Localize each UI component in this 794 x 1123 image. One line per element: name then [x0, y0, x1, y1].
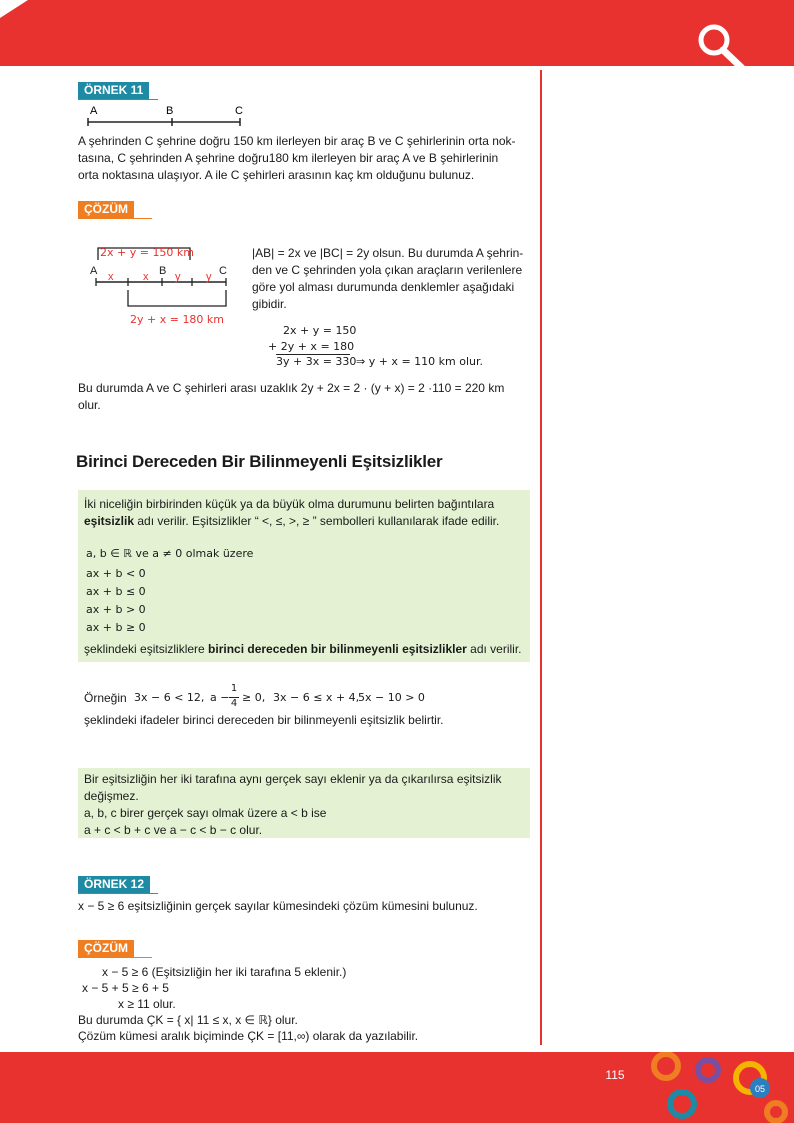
definition-line: İki niceliğin birbirinden küçük ya da büyük olma durumunu belirten bağıntılara: [84, 497, 495, 511]
conclusion-line: Bu durumda A ve C şehirleri arası uzaklık 2y + 2x = 2 · (y + x) = 2 ·110 = 220 km: [78, 381, 505, 395]
example-12-label: ÖRNEK 12: [78, 876, 150, 893]
equation-result: ⇒ y + x = 110 km olur.: [356, 355, 483, 368]
diagram-seg-x2: x: [143, 271, 149, 283]
example-expr-4: 5x − 10 > 0: [358, 691, 425, 704]
explanation-line: den ve C şehrinden yola çıkan araçların verilenlere: [252, 263, 523, 277]
label-underline: [78, 218, 152, 219]
gears-decoration: [638, 1052, 794, 1123]
solution-step-1: x − 5 ≥ 6 (Eşitsizliğin her iki tarafına 5 eklenir.): [102, 965, 347, 979]
example-expr-2b: ≥ 0,: [242, 691, 266, 704]
fraction-denominator: 4: [230, 698, 238, 709]
example-line-2: şeklindeki ifadeler birinci dereceden bir bilinmeyenli eşitsizlik belirtir.: [84, 713, 444, 727]
diagram-seg-y1: y: [175, 271, 181, 283]
definition-text: [84, 496, 530, 530]
property-line: Bir eşitsizliğin her iki tarafına aynı gerçek sayı eklenir ya da çıkarılırsa eşitsizlik: [84, 772, 502, 786]
solution-set: Bu durumda ÇK = { x| 11 ≤ x, x ∈ ℝ} olur.: [78, 1013, 298, 1027]
question-line: orta noktasına ulaşıyor. A ile C şehirleri arasının kaç km olduğunu bulunuz.: [78, 168, 475, 182]
section-title: Birinci Dereceden Bir Bilinmeyenli Eşitsizlikler: [76, 452, 443, 471]
example-expr-3: 3x − 6 ≤ x + 4,: [273, 691, 360, 704]
example-expr-2a: a −: [210, 691, 230, 704]
equation-3: 3y + 3x = 330: [276, 355, 357, 368]
solution-label: ÇÖZÜM: [78, 201, 134, 218]
header-bar: [0, 0, 794, 66]
equation-1: 2x + y = 150: [283, 324, 357, 337]
property-text: [84, 771, 530, 839]
term-inequality: eşitsizlik: [84, 514, 135, 528]
diagram-bottom-label: 2y + x = 180 km: [130, 313, 225, 326]
solution-explanation: [252, 245, 534, 313]
point-b: B: [166, 105, 174, 117]
final-pre: şeklindeki eşitsizliklere: [84, 642, 209, 656]
example-prefix: Örneğin: [84, 691, 127, 705]
diagram-seg-x1: x: [108, 271, 114, 283]
property-line: değişmez.: [84, 789, 139, 803]
label-underline: [78, 957, 152, 958]
property-line: a, b, c birer gerçek sayı olmak üzere a < b ise: [84, 806, 327, 820]
explanation-line: |AB| = 2x ve |BC| = 2y olsun. Bu durumda A şehrin-: [252, 246, 524, 260]
solution-interval: Çözüm kümesi aralık biçiminde ÇK = [11,∞) olarak da yazılabilir.: [78, 1029, 419, 1043]
definition-line: [84, 513, 530, 530]
margin-rule: [540, 70, 542, 1045]
solution-step-3: x ≥ 11 olur.: [118, 997, 176, 1011]
condition-line: a, b ∈ ℝ ve a ≠ 0 olmak üzere: [86, 547, 254, 560]
gear-badge-number: 05: [754, 1084, 766, 1094]
explanation-line: gibidir.: [252, 297, 287, 311]
form-lt: ax + b < 0: [86, 567, 146, 580]
form-ge: ax + b ≥ 0: [86, 621, 146, 634]
definition-final: [84, 641, 530, 658]
segment-abc-figure: [80, 102, 250, 130]
point-c: C: [235, 105, 243, 117]
question-line: tasına, C şehrinden A şehrine doğru180 km ilerleyen bir araç A ve B şehirlerinin: [78, 151, 499, 165]
conclusion-line: olur.: [78, 398, 101, 412]
question-line: A şehrinden C şehrine doğru 150 km ilerleyen bir araç B ve C şehirlerinin orta nok-: [78, 134, 516, 148]
form-le: ax + b ≤ 0: [86, 585, 146, 598]
example-11-label: ÖRNEK 11: [78, 82, 149, 99]
diagram-point-a: A: [90, 265, 98, 277]
form-gt: ax + b > 0: [86, 603, 146, 616]
header-notch: [0, 0, 28, 18]
diagram-point-c: C: [219, 265, 227, 277]
solution-label: ÇÖZÜM: [78, 940, 134, 957]
example-11-question: [78, 133, 534, 184]
final-term: birinci dereceden bir bilinmeyenli eşitsizlikler: [208, 642, 467, 656]
page-number: 115: [605, 1068, 625, 1082]
magnifier-icon: [690, 20, 750, 70]
equation-2: + 2y + x = 180: [268, 340, 355, 353]
distance-diagram: [86, 240, 236, 330]
diagram-seg-y2: y: [206, 271, 212, 283]
diagram-point-b: B: [159, 265, 167, 277]
solution-step-2: x − 5 + 5 ≥ 6 + 5: [82, 981, 169, 995]
label-underline: [78, 893, 158, 894]
example-12-question: x − 5 ≥ 6 eşitsizliğinin gerçek sayılar kümesindeki çözüm kümesini bulunuz.: [78, 899, 478, 913]
final-post: adı verilir.: [466, 642, 522, 656]
diagram-top-label: 2x + y = 150 km: [100, 246, 195, 259]
point-a: A: [90, 105, 98, 117]
explanation-line: göre yol alması durumunda denklemler aşağıdaki: [252, 280, 515, 294]
example-expr-1: 3x − 6 < 12,: [134, 691, 205, 704]
definition-rest: adı verilir. Eşitsizlikler “ <, ≤, >, ≥ ” sembolleri kullanılarak ifade edilir.: [134, 514, 500, 528]
label-underline: [78, 99, 158, 100]
solution-conclusion: [78, 380, 534, 414]
property-line: a + c < b + c ve a − c < b − c olur.: [84, 823, 263, 837]
fraction-numerator: 1: [230, 683, 238, 694]
